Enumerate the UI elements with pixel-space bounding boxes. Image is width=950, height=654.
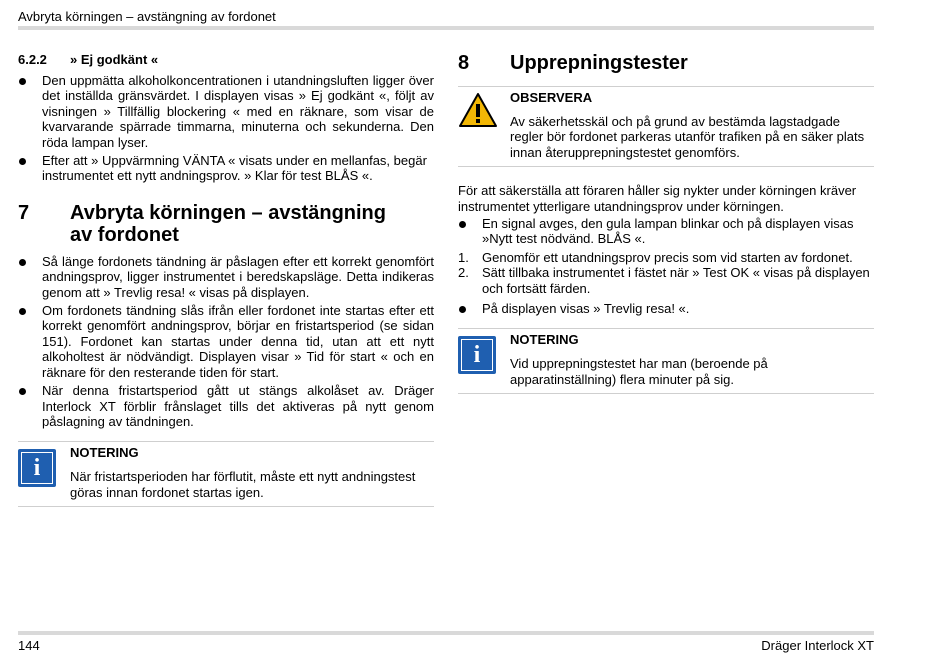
chapter-heading-7 [18, 202, 434, 246]
list-item: En signal avges, den gula lampan blinkar och på displayen visas »Nytt test nödvänd. BLÅS «. [458, 216, 874, 247]
note-title: NOTERING [510, 332, 579, 348]
list-item: Så länge fordonets tändning är påslagen efter ett korrekt genomfört andningsprov, ligger instrumentet i beredskapsläge. Detta indikeras genom att » Trevlig resa! « visas på displayen. [18, 254, 434, 300]
section-number: 6.2.2 [18, 52, 47, 67]
section-heading [18, 52, 434, 68]
footer-rule [18, 631, 874, 635]
info-icon-wrap [458, 332, 510, 387]
note-body [70, 445, 434, 500]
section-title: » Ej godkänt « [70, 52, 159, 67]
info-icon: i [458, 336, 496, 374]
step-item: 2. Sätt tillbaka instrumentet i fästet när » Test OK « visas på displayen och fortsätt färden. [458, 265, 870, 296]
chapter-title-line: Avbryta körningen – avstängning [70, 201, 386, 224]
signal-bullet-list [458, 216, 874, 247]
left-column [18, 52, 434, 507]
chapter-title [70, 202, 386, 246]
right-column [458, 52, 874, 394]
chapter-number: 8 [458, 52, 470, 74]
list-item: Den uppmätta alkoholkoncentrationen i utandningsluften ligger över det inställda gränsvärdet. I displayen visas » Ej godkänt «, följt av visningen » Tillfällig blockering « med en räknare, som visar de kvarvarande spärrade timmarna, minuterna och sekunderna. Den röda lampan lyser. [18, 73, 434, 150]
chapter-heading-8 [458, 52, 874, 74]
intro-paragraph: För att säkerställa att föraren håller sig nykter under körningen kräver instrumentet ytterligare utandningsprov under körningen. [458, 183, 857, 214]
running-header: Avbryta körningen – avstängning av fordonet [18, 9, 276, 24]
info-icon-wrap [18, 445, 70, 500]
list-item: På displayen visas » Trevlig resa! «. [458, 301, 874, 316]
warning-title: OBSERVERA [510, 90, 593, 105]
header-rule [18, 26, 874, 30]
footer-brand: Dräger Interlock XT [761, 638, 874, 653]
chapter-bullet-list [18, 254, 434, 429]
warning-body [510, 90, 874, 160]
warning-text: Av säkerhetsskäl och på grund av bestämda lagstadgade regler bör fordonet parkeras utanför trafiken på en säker plats innan återupprepningstestet genomförs. [510, 114, 865, 160]
section-bullet-list [18, 73, 434, 184]
note-text: När fristartsperioden har förflutit, måste ett nytt andningstest göras innan fordonet startas igen. [70, 469, 416, 500]
list-item: Efter att » Uppvärmning VÄNTA « visats under en mellanfas, begär instrumentet ett nytt andningsprov. » Klar för test BLÅS «. [18, 153, 434, 184]
warning-box [458, 86, 874, 167]
note-title: NOTERING [70, 445, 139, 461]
chapter-title: Upprepningstester [510, 52, 688, 74]
chapter-title-line: av fordonet [70, 223, 179, 246]
chapter-number: 7 [18, 201, 30, 224]
list-item: Om fordonets tändning slås ifrån eller fordonet inte startas efter ett korrekt genomfört andningsprov, börjar en fristartsperiod (se sidan 151). Fordonet kan startas under denna tid, utan att ett nytt alkoholtest är nödvändigt. Displayen visar » Tid för start « och en räknare för den resterande tiden för start. [18, 303, 434, 380]
page-number: 144 [18, 638, 40, 653]
note-text: Vid upprepningstestet har man (beroende på apparatinställning) flera minuter på sig. [510, 356, 768, 387]
result-bullet-list [458, 301, 874, 316]
step-item: 1. Genomför ett utandningsprov precis som vid starten av fordonet. [458, 249, 853, 265]
info-icon: i [18, 449, 56, 487]
note-body [510, 332, 874, 387]
warning-icon-wrap [458, 90, 510, 160]
warning-icon [458, 92, 498, 128]
step-list [458, 250, 874, 296]
note-box [458, 328, 874, 394]
note-box [18, 441, 434, 507]
list-item: När denna fristartsperiod gått ut stängs alkolåset av. Dräger Interlock XT förblir frånslaget tills det aktiveras på nytt genom påslagning av tändningen. [18, 383, 434, 429]
